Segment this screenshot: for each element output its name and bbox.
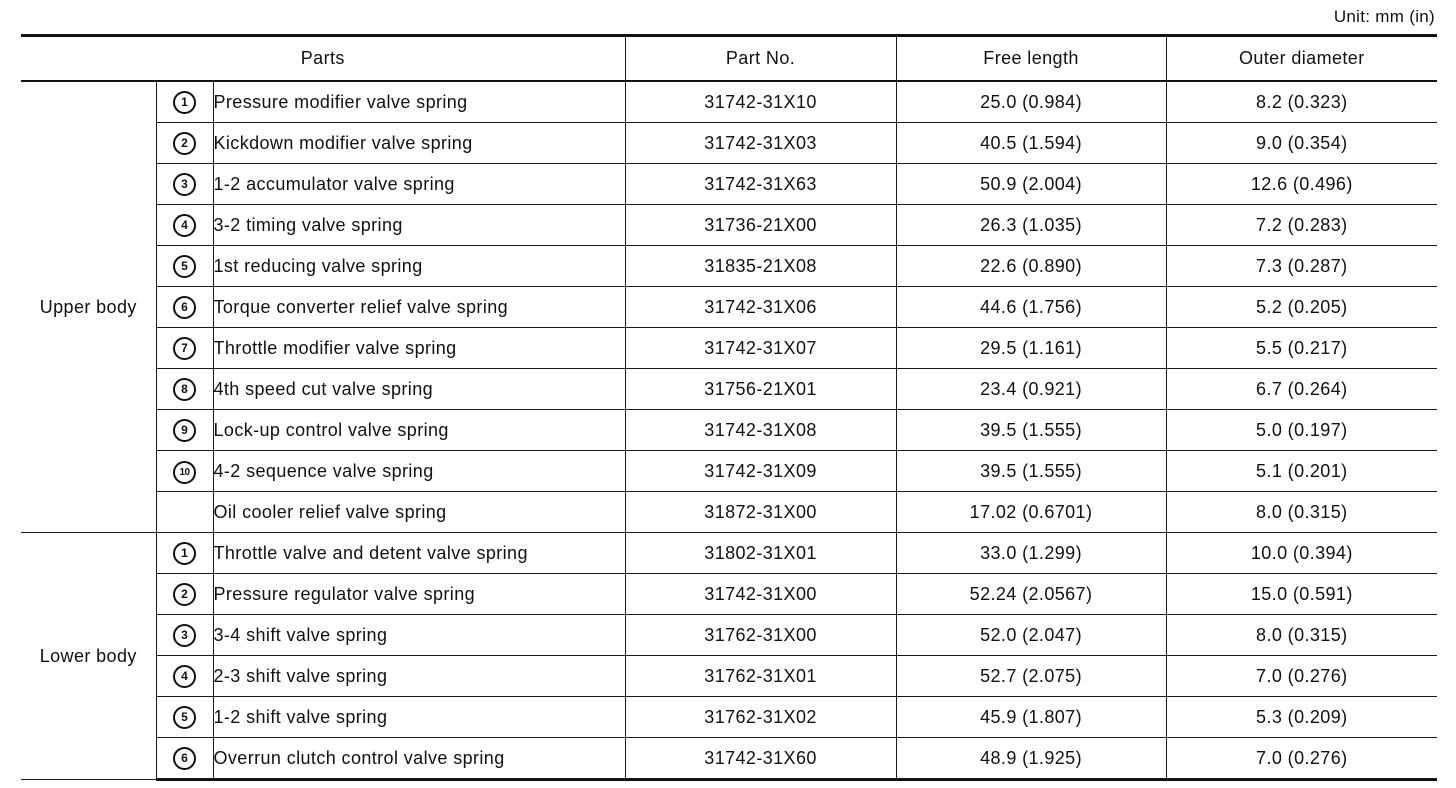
part-name: 1-2 shift valve spring (213, 697, 625, 738)
part-number: 31742-31X00 (625, 574, 896, 615)
part-number: 31762-31X00 (625, 615, 896, 656)
part-number: 31802-31X01 (625, 533, 896, 574)
item-number-cell (156, 164, 213, 205)
part-number: 31756-21X01 (625, 369, 896, 410)
part-name: 1st reducing valve spring (213, 246, 625, 287)
unit-label: Unit: mm (in) (1333, 7, 1435, 26)
part-number: 31742-31X08 (625, 410, 896, 451)
table-row (21, 656, 1437, 697)
part-name: Throttle valve and detent valve spring (213, 533, 625, 574)
free-length-value: 26.3 (1.035) (896, 205, 1166, 246)
table-row (21, 533, 1437, 574)
part-name: Overrun clutch control valve spring (213, 738, 625, 780)
free-length-value: 23.4 (0.921) (896, 369, 1166, 410)
free-length-value: 17.02 (0.6701) (896, 492, 1166, 533)
header-parts: Parts (21, 36, 625, 82)
table-header-row (21, 36, 1437, 82)
table-row (21, 246, 1437, 287)
part-number: 31742-31X09 (625, 451, 896, 492)
table-row (21, 410, 1437, 451)
outer-diameter-value: 7.0 (0.276) (1166, 656, 1437, 697)
part-name: Torque converter relief valve spring (213, 287, 625, 328)
free-length-value: 39.5 (1.555) (896, 410, 1166, 451)
circled-number: 8 (173, 378, 196, 401)
table-row (21, 738, 1437, 780)
part-name: Lock-up control valve spring (213, 410, 625, 451)
group-label: Upper body (21, 81, 156, 533)
circled-number: 4 (173, 665, 196, 688)
part-number: 31835-21X08 (625, 246, 896, 287)
outer-diameter-value: 8.0 (0.315) (1166, 492, 1437, 533)
item-number-cell (156, 287, 213, 328)
part-number: 31742-31X60 (625, 738, 896, 780)
outer-diameter-value: 5.2 (0.205) (1166, 287, 1437, 328)
table-row (21, 615, 1437, 656)
part-number: 31762-31X02 (625, 697, 896, 738)
outer-diameter-value: 7.3 (0.287) (1166, 246, 1437, 287)
table-row (21, 369, 1437, 410)
outer-diameter-value: 9.0 (0.354) (1166, 123, 1437, 164)
table-row (21, 328, 1437, 369)
outer-diameter-value: 5.3 (0.209) (1166, 697, 1437, 738)
circled-number: 7 (173, 337, 196, 360)
part-number: 31762-31X01 (625, 656, 896, 697)
item-number-cell (156, 533, 213, 574)
part-name: 4-2 sequence valve spring (213, 451, 625, 492)
outer-diameter-value: 10.0 (0.394) (1166, 533, 1437, 574)
free-length-value: 52.24 (2.0567) (896, 574, 1166, 615)
item-number-cell (156, 123, 213, 164)
item-number-cell (156, 697, 213, 738)
valve-spring-table (21, 34, 1437, 781)
free-length-value: 33.0 (1.299) (896, 533, 1166, 574)
circled-number: 3 (173, 624, 196, 647)
outer-diameter-value: 8.0 (0.315) (1166, 615, 1437, 656)
part-name: Pressure regulator valve spring (213, 574, 625, 615)
table-row (21, 81, 1437, 123)
part-number: 31742-31X03 (625, 123, 896, 164)
circled-number: 6 (173, 747, 196, 770)
outer-diameter-value: 15.0 (0.591) (1166, 574, 1437, 615)
part-name: Oil cooler relief valve spring (213, 492, 625, 533)
part-number: 31736-21X00 (625, 205, 896, 246)
table-row (21, 574, 1437, 615)
part-name: Kickdown modifier valve spring (213, 123, 625, 164)
free-length-value: 39.5 (1.555) (896, 451, 1166, 492)
circled-number: 1 (173, 542, 196, 565)
table-row (21, 697, 1437, 738)
part-number: 31872-31X00 (625, 492, 896, 533)
part-name: 3-2 timing valve spring (213, 205, 625, 246)
outer-diameter-value: 7.2 (0.283) (1166, 205, 1437, 246)
header-outer-diameter: Outer diameter (1166, 36, 1437, 82)
item-number-cell (156, 656, 213, 697)
outer-diameter-value: 5.1 (0.201) (1166, 451, 1437, 492)
part-name: 4th speed cut valve spring (213, 369, 625, 410)
table-row (21, 287, 1437, 328)
outer-diameter-value: 5.5 (0.217) (1166, 328, 1437, 369)
item-number-cell (156, 328, 213, 369)
table-row (21, 205, 1437, 246)
circled-number: 1 (173, 91, 196, 114)
circled-number: 2 (173, 132, 196, 155)
free-length-value: 48.9 (1.925) (896, 738, 1166, 780)
table-row (21, 492, 1437, 533)
group-label: Lower body (21, 533, 156, 780)
free-length-value: 52.7 (2.075) (896, 656, 1166, 697)
circled-number: 5 (173, 706, 196, 729)
item-number-cell (156, 615, 213, 656)
free-length-value: 29.5 (1.161) (896, 328, 1166, 369)
part-name: 3-4 shift valve spring (213, 615, 625, 656)
free-length-value: 22.6 (0.890) (896, 246, 1166, 287)
part-number: 31742-31X10 (625, 81, 896, 123)
circled-number: 6 (173, 296, 196, 319)
table-row (21, 451, 1437, 492)
item-number-cell (156, 81, 213, 123)
item-number-cell (156, 410, 213, 451)
header-part-no: Part No. (625, 36, 896, 82)
part-number: 31742-31X07 (625, 328, 896, 369)
circled-number: 2 (173, 583, 196, 606)
outer-diameter-value: 6.7 (0.264) (1166, 369, 1437, 410)
outer-diameter-value: 5.0 (0.197) (1166, 410, 1437, 451)
part-number: 31742-31X63 (625, 164, 896, 205)
header-free-length: Free length (896, 36, 1166, 82)
part-name: Pressure modifier valve spring (213, 81, 625, 123)
outer-diameter-value: 12.6 (0.496) (1166, 164, 1437, 205)
item-number-cell (156, 738, 213, 780)
free-length-value: 40.5 (1.594) (896, 123, 1166, 164)
item-number-cell (156, 492, 213, 533)
free-length-value: 45.9 (1.807) (896, 697, 1166, 738)
item-number-cell (156, 369, 213, 410)
item-number-cell (156, 246, 213, 287)
part-name: 2-3 shift valve spring (213, 656, 625, 697)
table-row (21, 123, 1437, 164)
part-number: 31742-31X06 (625, 287, 896, 328)
table-row (21, 164, 1437, 205)
free-length-value: 44.6 (1.756) (896, 287, 1166, 328)
free-length-value: 50.9 (2.004) (896, 164, 1166, 205)
item-number-cell (156, 574, 213, 615)
item-number-cell (156, 451, 213, 492)
outer-diameter-value: 7.0 (0.276) (1166, 738, 1437, 780)
item-number-cell (156, 205, 213, 246)
outer-diameter-value: 8.2 (0.323) (1166, 81, 1437, 123)
circled-number: 4 (173, 214, 196, 237)
free-length-value: 52.0 (2.047) (896, 615, 1166, 656)
circled-number: 3 (173, 173, 196, 196)
circled-number: 9 (173, 419, 196, 442)
free-length-value: 25.0 (0.984) (896, 81, 1166, 123)
circled-number: 10 (173, 461, 196, 484)
circled-number: 5 (173, 255, 196, 278)
part-name: Throttle modifier valve spring (213, 328, 625, 369)
part-name: 1-2 accumulator valve spring (213, 164, 625, 205)
table-body (21, 81, 1437, 780)
